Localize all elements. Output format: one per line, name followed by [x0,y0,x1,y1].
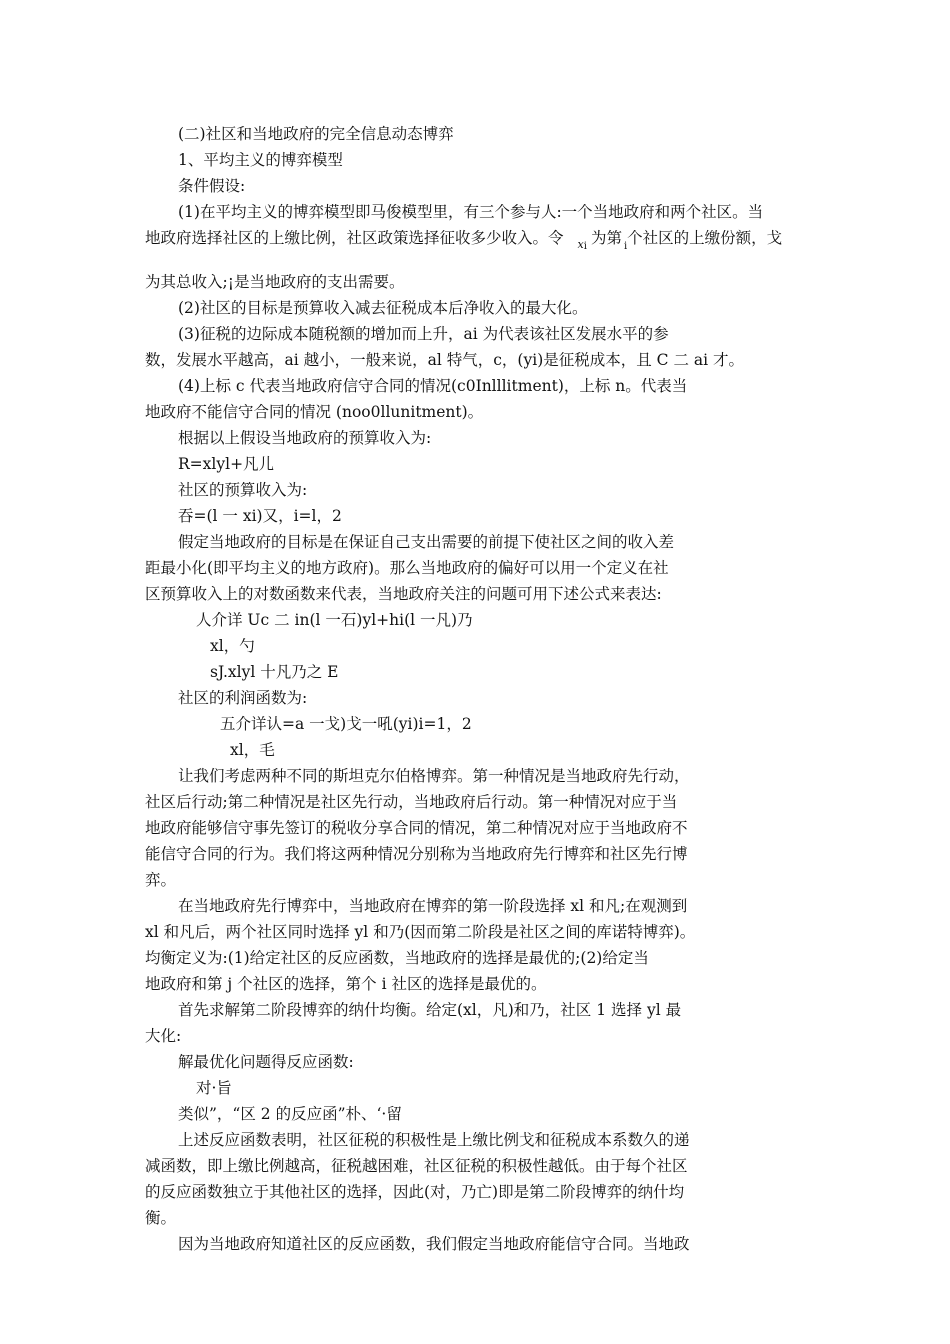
paragraph-line: 衡。 [145,1209,177,1227]
math-subscript: i [623,241,628,252]
paragraph-line: (1)在平均主义的博弈模型即马俊模型里，有三个参与人:一个当地政府和两个社区。当 [178,203,764,221]
paragraph-line: 社区的预算收入为: [178,481,308,499]
paragraph-line: 类似”，“区 2 的反应函”朴、‘·留 [178,1105,402,1123]
paragraph-line: 弈。 [145,871,177,889]
formula-line: xl，勺 [210,637,255,655]
paragraph-line [145,228,782,251]
paragraph-line: 条件假设: [178,177,246,195]
paragraph-line: 区预算收入上的对数函数来代表，当地政府关注的问题可用下述公式来表达: [145,585,662,603]
section-heading: (二)社区和当地政府的完全信息动态博弈 [178,125,454,143]
paragraph-line: 大化: [145,1027,182,1045]
formula-line: R=xlyl+凡儿 [178,455,275,473]
paragraph-line: 上述反应函数表明，社区征税的积极性是上缴比例戈和征税成本系数久的递 [178,1131,690,1149]
formula-line: sJ.xlyl 十凡乃之 E [210,663,339,681]
paragraph-line: (4)上标 c 代表当地政府信守合同的情况(c0Inlllitment)，上标 n。代表当 [178,377,688,395]
paragraph-line: 社区后行动;第二种情况是社区先行动，当地政府后行动。第一种情况对应于当 [145,793,678,811]
formula-line: xl，毛 [230,741,275,759]
paragraph-line: 让我们考虑两种不同的斯坦克尔伯格博弈。第一种情况是当地政府先行动， [178,767,690,785]
paragraph-line: 根据以上假设当地政府的预算收入为: [178,429,432,447]
text-segment: 地政府选择社区的上缴比例，社区政策选择征收多少收入。令 [145,229,564,247]
text-segment: 个社区的上缴份额，戈 [627,229,783,247]
paragraph-line: 首先求解第二阶段博弈的纳什均衡。给定(xl，凡)和乃，社区 1 选择 yl 最 [178,1001,682,1019]
paragraph-line: 为其总收入;¡是当地政府的支出需要。 [145,273,405,291]
formula-line: 人介详 Uc 二 in(l 一石)yl+hi(l 一凡)乃 [196,611,473,629]
paragraph-line: 均衡定义为:(1)给定社区的反应函数，当地政府的选择是最优的;(2)给定当 [145,949,649,967]
paragraph-line: 数，发展水平越高，ai 越小，一般来说，al 特气，c，(yi)是征税成本，且 C 二 ai 才。 [145,351,745,369]
paragraph-line: 解最优化问题得反应函数: [178,1053,354,1071]
paragraph-line: 的反应函数独立于其他社区的选择，因此(对，乃亡)即是第二阶段博弈的纳什均 [145,1183,685,1201]
paragraph-line: 在当地政府先行博弈中，当地政府在博弈的第一阶段选择 xl 和凡;在观测到 [178,897,688,915]
paragraph-line: xl 和凡后，两个社区同时选择 yl 和乃(因而第二阶段是社区之间的库诺特博弈)。 [145,923,696,941]
paragraph-line: 因为当地政府知道社区的反应函数，我们假定当地政府能信守合同。当地政 [178,1235,690,1253]
paragraph-line: 社区的利润函数为: [178,689,308,707]
paragraph-line: (2)社区的目标是预算收入减去征税成本后净收入的最大化。 [178,299,588,317]
paragraph-line: 地政府和第 j 个社区的选择，第个 i 社区的选择是最优的。 [145,975,547,993]
text-segment: 为第 [590,229,622,247]
paragraph-line: 地政府能够信守事先签订的税收分享合同的情况，第二种情况对应于当地政府不 [145,819,688,837]
paragraph-line: 地政府不能信守合同的情况 (noo0llunitment)。 [145,403,484,421]
paragraph-line: (3)征税的边际成本随税额的增加而上升，ai 为代表该社区发展水平的参 [178,325,669,343]
math-symbol: x [577,238,584,251]
paragraph-line: 能信守合同的行为。我们将这两种情况分别称为当地政府先行博弈和社区先行博 [145,845,688,863]
formula-line: 五介详认=a 一戈)戈一吼(yi)i=1，2 [220,715,472,733]
formula-line: 吞=(l 一 xi)又，i=l，2 [178,507,342,525]
formula-line: 对·旨 [196,1079,232,1097]
paragraph-line: 减函数，即上缴比例越高，征税越困难，社区征税的积极性越低。由于每个社区 [145,1157,688,1175]
paragraph-line: 距最小化(即平均主义的地方政府)。那么当地政府的偏好可以用一个定义在社 [145,559,669,577]
paragraph-line: 假定当地政府的目标是在保证自己支出需要的前提下使社区之间的收入差 [178,533,675,551]
math-subscript: i [583,241,587,252]
subsection-heading: 1、平均主义的博弈模型 [178,151,343,169]
